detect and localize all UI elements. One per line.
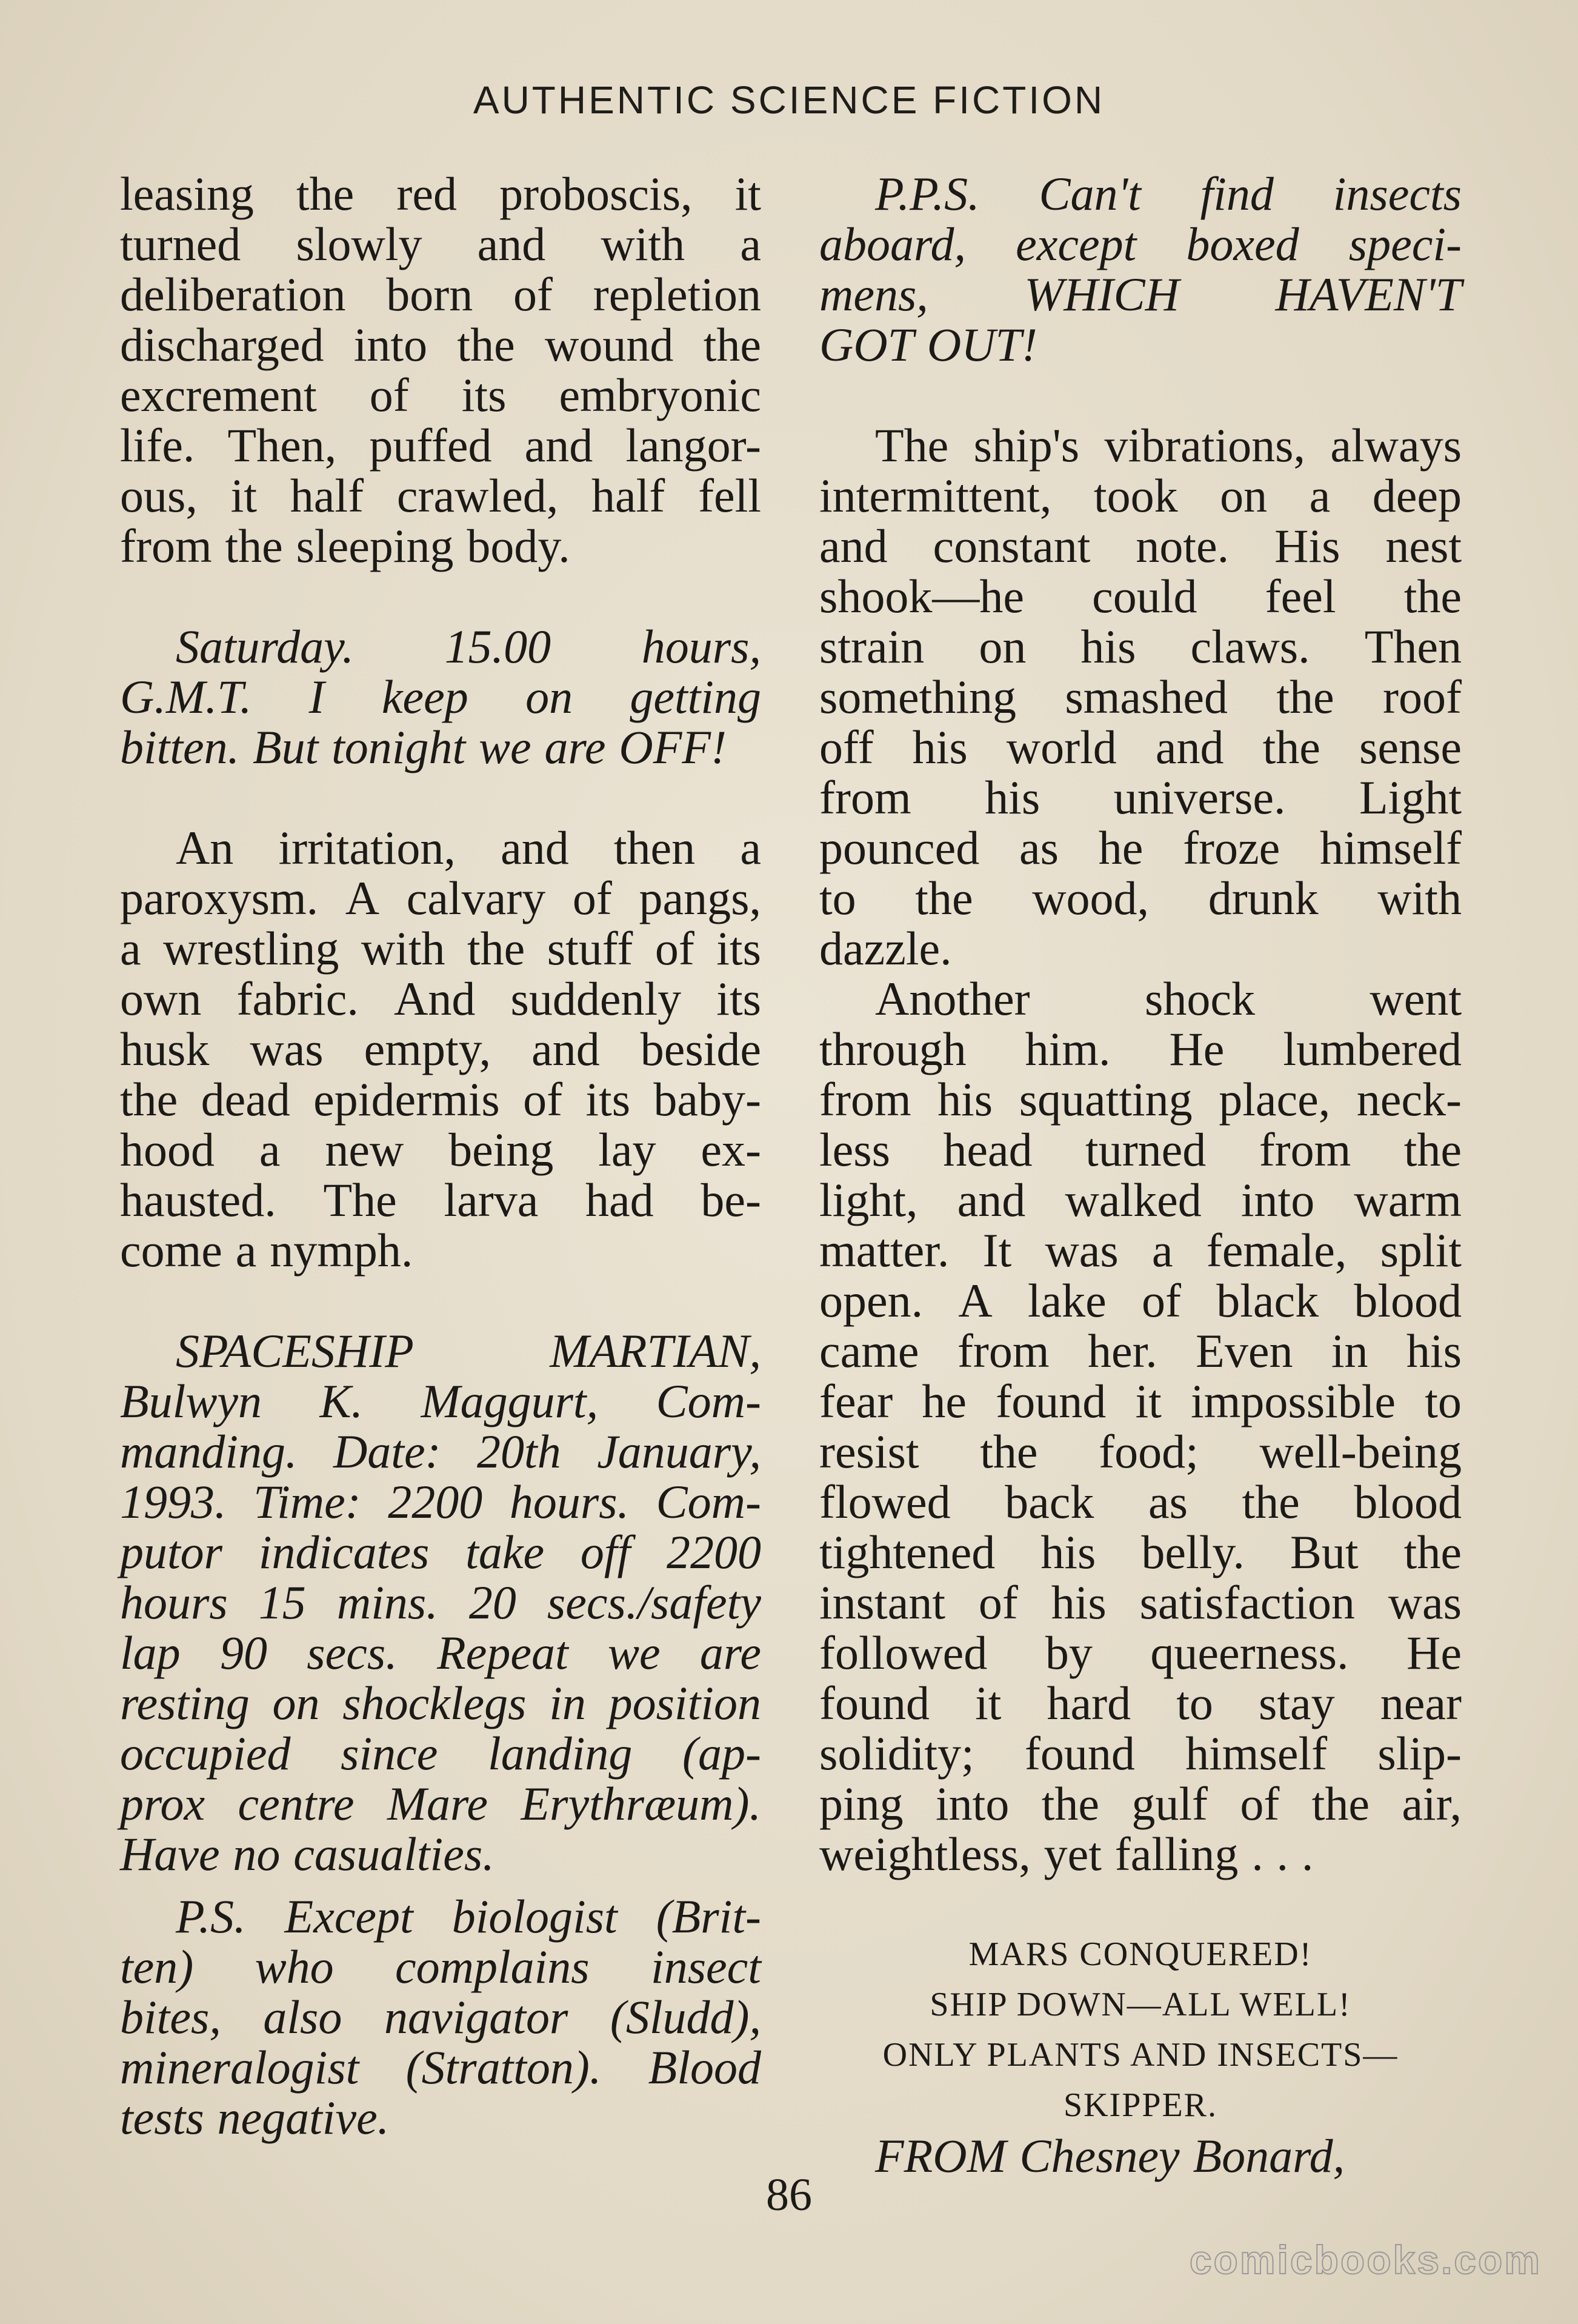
watermark: comicbooks.com xyxy=(1189,2237,1542,2282)
text-line: mens, WHICH HAVEN'T xyxy=(819,268,1462,321)
paragraph xyxy=(819,420,1462,973)
text-line: the dead epidermis of its baby- xyxy=(120,1073,761,1126)
text-line: putor indicates take off 2200 xyxy=(120,1526,761,1578)
text-line: come a nymph. xyxy=(120,1224,413,1277)
text-line: ten) who complains insect xyxy=(120,1940,761,1993)
text-line: aboard, except boxed speci- xyxy=(819,218,1462,270)
text-line: GOT OUT! xyxy=(819,318,1037,371)
text-line: excrement of its embryonic xyxy=(120,369,761,421)
text-line: came from her. Even in his xyxy=(819,1324,1462,1377)
text-line: light, and walked into warm xyxy=(819,1174,1462,1226)
paragraph xyxy=(120,1326,761,1879)
paragraph-gap xyxy=(120,571,761,621)
text-line: from his squatting place, neck- xyxy=(819,1073,1462,1126)
paragraph xyxy=(120,621,761,772)
text-line: pounced as he froze himself xyxy=(819,821,1462,874)
paragraph-gap xyxy=(120,1879,761,1891)
text-line: lap 90 secs. Repeat we are xyxy=(120,1626,761,1679)
text-line: and constant note. His nest xyxy=(819,519,1462,572)
text-line: solidity; found himself slip- xyxy=(819,1727,1462,1780)
headline-block xyxy=(819,1929,1462,2131)
text-line: instant of his satisfaction was xyxy=(819,1576,1462,1629)
text-line: followed by queerness. He xyxy=(819,1626,1462,1679)
headline-line: SKIPPER. xyxy=(1063,2086,1218,2124)
right-column xyxy=(819,169,1462,2181)
text-line: paroxysm. A calvary of pangs, xyxy=(120,872,761,924)
paragraph xyxy=(819,973,1462,1879)
text-line: mineralogist (Stratton). Blood xyxy=(120,2041,761,2094)
text-line: life. Then, puffed and langor- xyxy=(120,419,761,472)
text-line: weightless, yet falling . . . xyxy=(819,1828,1314,1880)
text-line: G.M.T. I keep on getting xyxy=(120,670,761,723)
text-line: strain on his claws. Then xyxy=(819,620,1462,673)
text-line: a wrestling with the stuff of its xyxy=(120,922,761,975)
text-line: own fabric. And suddenly its xyxy=(120,972,761,1025)
text-line: off his world and the sense xyxy=(819,721,1462,773)
text-line: from his universe. Light xyxy=(819,771,1462,824)
text-line: hausted. The larva had be- xyxy=(120,1174,761,1226)
text-line: The ship's vibrations, always xyxy=(875,419,1462,472)
text-line: fear he found it impossible to xyxy=(819,1375,1462,1427)
text-line: P.S. Except biologist (Brit- xyxy=(176,1890,761,1943)
paragraph xyxy=(120,1891,761,2143)
text-line: open. A lake of black blood xyxy=(819,1274,1462,1327)
text-line: Saturday. 15.00 hours, xyxy=(176,620,761,673)
text-line: hood a new being lay ex- xyxy=(120,1123,761,1176)
text-line: bitten. But tonight we are OFF! xyxy=(120,721,727,773)
text-line: husk was empty, and beside xyxy=(120,1023,761,1075)
text-line: leasing the red proboscis, it xyxy=(120,167,761,220)
text-line: hours 15 mins. 20 secs./safety xyxy=(120,1576,761,1629)
text-line: less head turned from the xyxy=(819,1123,1462,1176)
paragraph xyxy=(120,169,761,571)
paragraph-gap xyxy=(120,772,761,823)
text-line: turned slowly and with a xyxy=(120,218,761,270)
text-line: An irritation, and then a xyxy=(176,821,761,874)
text-line: manding. Date: 20th January, xyxy=(120,1425,761,1478)
text-line: ping into the gulf of the air, xyxy=(819,1777,1462,1830)
text-line: shook—he could feel the xyxy=(819,570,1462,623)
text-line: ous, it half crawled, half fell xyxy=(120,469,761,522)
text-line: resting on shocklegs in position xyxy=(120,1677,761,1729)
text-line: tests negative. xyxy=(120,2091,390,2144)
text-line: Have no casualties. xyxy=(120,1828,494,1880)
text-line: SPACESHIP MARTIAN, xyxy=(176,1324,761,1377)
text-line: from the sleeping body. xyxy=(120,519,570,572)
paragraph-gap xyxy=(819,370,1462,420)
paragraph-gap xyxy=(120,1275,761,1326)
text-line: occupied since landing (ap- xyxy=(120,1727,761,1780)
text-line: found it hard to stay near xyxy=(819,1677,1462,1729)
headline-line: MARS CONQUERED! xyxy=(968,1935,1313,1973)
paragraph xyxy=(120,823,761,1275)
text-line: prox centre Mare Erythræum). xyxy=(120,1777,761,1830)
text-line: intermittent, took on a deep xyxy=(819,469,1462,522)
text-line: deliberation born of repletion xyxy=(120,268,761,321)
text-line: through him. He lumbered xyxy=(819,1023,1462,1075)
text-line: something smashed the roof xyxy=(819,670,1462,723)
text-line: 1993. Time: 2200 hours. Com- xyxy=(120,1475,761,1528)
text-line: tightened his belly. But the xyxy=(819,1526,1462,1578)
text-line: bites, also navigator (Sludd), xyxy=(120,1991,761,2043)
text-line: to the wood, drunk with xyxy=(819,872,1462,924)
headline-line: ONLY PLANTS AND INSECTS— xyxy=(882,2036,1399,2074)
text-line: resist the food; well-being xyxy=(819,1425,1462,1478)
paragraph xyxy=(819,169,1462,370)
headline-line: SHIP DOWN—ALL WELL! xyxy=(930,1986,1351,2023)
running-header: AUTHENTIC SCIENCE FICTION xyxy=(473,78,1105,122)
text-line: Bulwyn K. Maggurt, Com- xyxy=(120,1375,761,1427)
text-line: dazzle. xyxy=(819,922,952,975)
page-number: 86 xyxy=(766,2169,812,2220)
text-line: P.P.S. Can't find insects xyxy=(875,167,1462,220)
text-line: matter. It was a female, split xyxy=(819,1224,1462,1277)
text-line: FROM Chesney Bonard, xyxy=(875,2129,1345,2182)
text-line: Another shock went xyxy=(875,972,1462,1025)
text-line: flowed back as the blood xyxy=(819,1475,1462,1528)
left-column xyxy=(120,169,761,2143)
paragraph-gap xyxy=(819,1879,1462,1929)
text-line: discharged into the wound the xyxy=(120,318,761,371)
